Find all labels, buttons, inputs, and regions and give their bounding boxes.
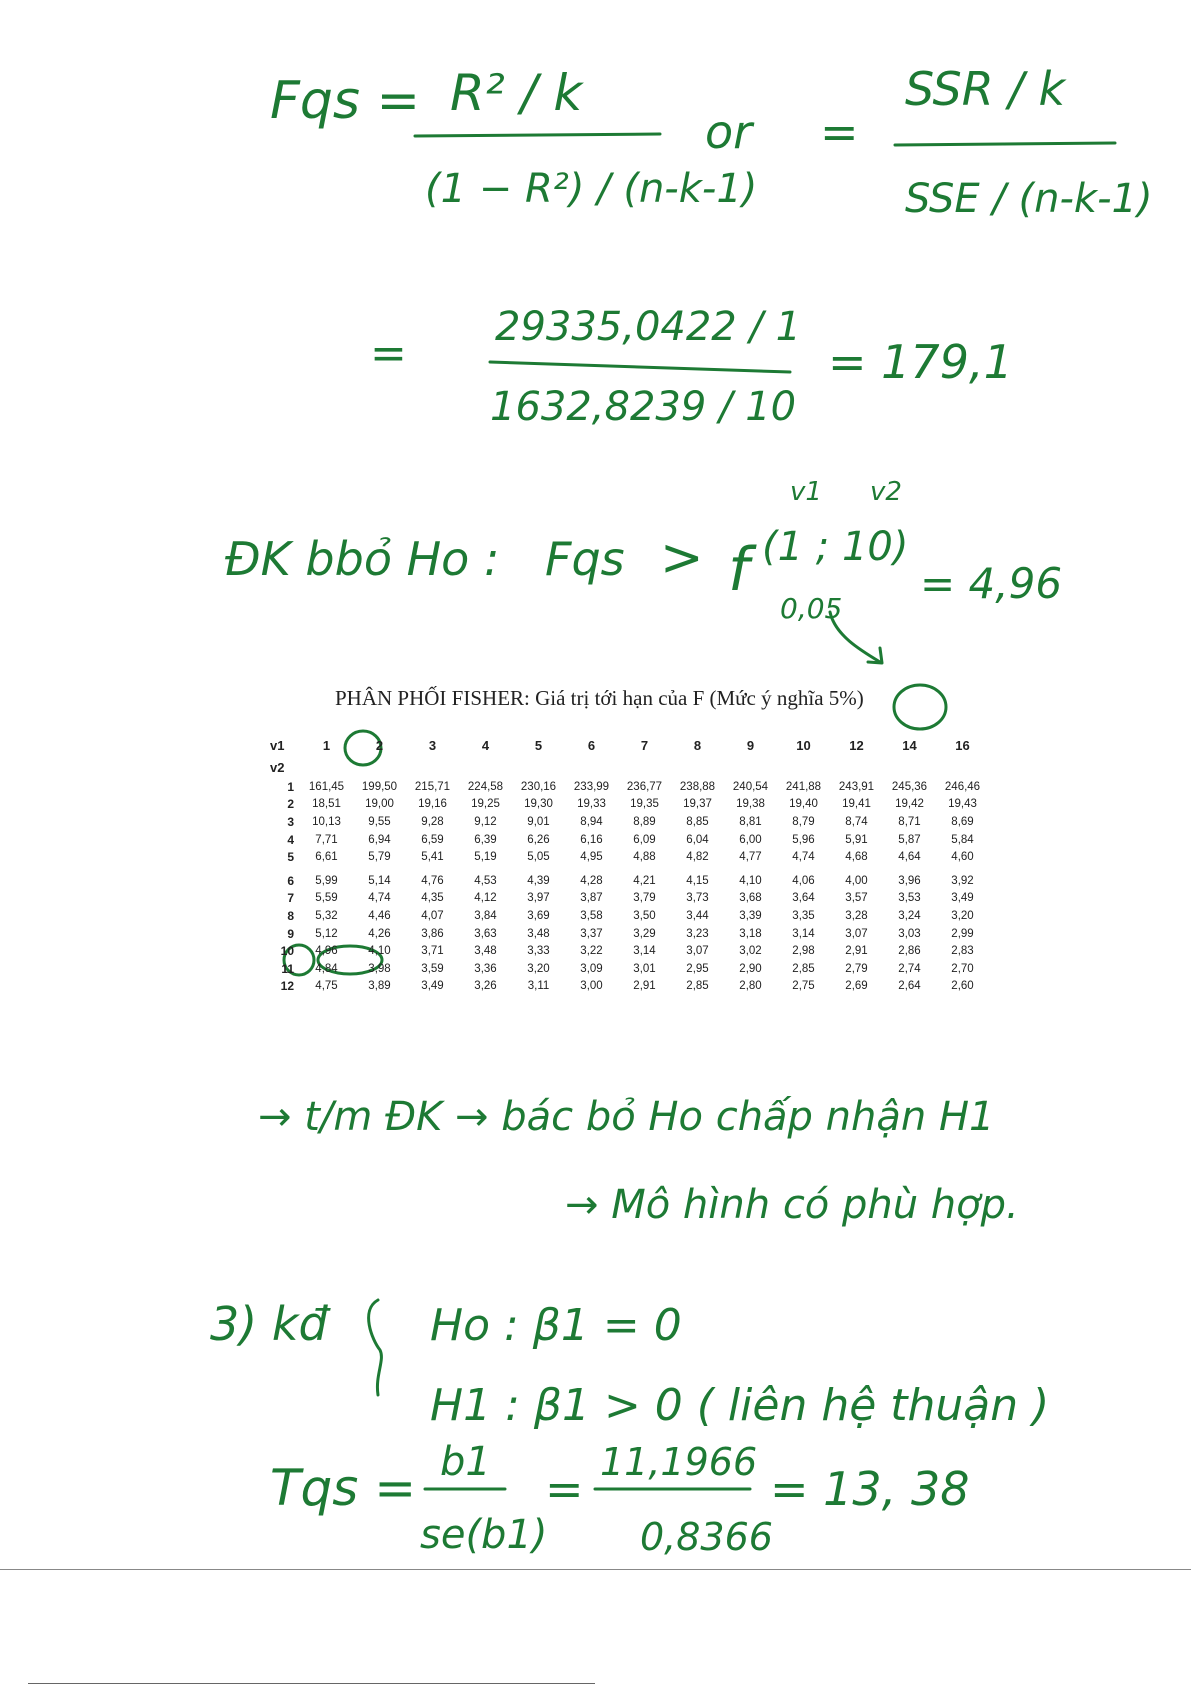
table-cell: 4,82 — [686, 851, 709, 864]
row-header: 12 — [280, 979, 294, 994]
table-cell: 6,16 — [580, 833, 603, 846]
table-cell: 2,99 — [951, 927, 974, 940]
table-cell: 3,71 — [421, 945, 444, 958]
table-cell: 245,36 — [891, 780, 928, 793]
table-cell: 3,22 — [580, 945, 603, 958]
table-row — [270, 813, 989, 831]
table-row — [270, 942, 989, 960]
table-cell: 2,95 — [686, 962, 709, 975]
calc-equals: = — [370, 328, 407, 379]
table-cell: 19,00 — [365, 798, 394, 811]
table-row — [270, 890, 989, 908]
column-header: 6 — [587, 737, 596, 753]
table-cell: 3,73 — [686, 892, 709, 905]
t-result: = 13, 38 — [770, 1462, 970, 1516]
f-numerator-2: SSR / k — [905, 62, 1066, 116]
column-header: 9 — [746, 737, 755, 753]
table-cell: 4,10 — [368, 945, 391, 958]
or-word: or — [705, 105, 753, 159]
column-header: 10 — [796, 737, 811, 753]
table-row — [270, 796, 989, 814]
table-cell: 3,03 — [898, 927, 921, 940]
table-cell: 9,01 — [527, 815, 550, 828]
dk-alpha: 0,05 — [780, 592, 843, 625]
row-header: 9 — [287, 926, 294, 941]
table-cell: 3,35 — [792, 909, 815, 922]
table-cell: 19,33 — [577, 798, 606, 811]
table-cell: 3,59 — [421, 962, 444, 975]
table-cell: 233,99 — [573, 780, 610, 793]
table-cell: 4,12 — [474, 892, 497, 905]
calc-result: = 179,1 — [828, 335, 1013, 389]
table-cell: 8,81 — [739, 815, 762, 828]
table-cell: 4,07 — [421, 909, 444, 922]
table-cell: 5,19 — [474, 851, 497, 864]
table-cell: 4,00 — [845, 874, 868, 887]
table-cell: 4,96 — [315, 945, 338, 958]
dk-f-symbol: f — [728, 535, 750, 605]
table-cell: 2,70 — [951, 962, 974, 975]
table-row — [270, 960, 989, 978]
fisher-table — [270, 734, 989, 995]
table-cell: 8,71 — [898, 815, 921, 828]
table-cell: 241,88 — [785, 780, 822, 793]
table-cell: 19,41 — [842, 798, 871, 811]
table-cell: 5,12 — [315, 927, 338, 940]
table-cell: 6,61 — [315, 851, 338, 864]
table-cell: 3,86 — [421, 927, 444, 940]
table-cell: 3,11 — [527, 980, 550, 993]
table-cell: 18,51 — [312, 798, 341, 811]
row-header: 1 — [287, 779, 294, 794]
table-cell: 3,58 — [580, 909, 603, 922]
table-cell: 4,15 — [686, 874, 709, 887]
table-cell: 2,91 — [633, 980, 656, 993]
table-cell: 3,57 — [845, 892, 868, 905]
table-cell: 2,90 — [739, 962, 762, 975]
t-lhs: Tqs = — [270, 1459, 417, 1517]
table-cell: 8,94 — [580, 815, 603, 828]
table-cell: 2,86 — [898, 945, 921, 958]
table-cell: 8,89 — [633, 815, 656, 828]
table-cell: 19,30 — [524, 798, 553, 811]
hypothesis-h1: H1 : β1 > 0 ( liên hệ thuận ) — [430, 1380, 1050, 1431]
step-3-label: 3) kđ — [210, 1297, 328, 1351]
v2-header: v2 — [270, 759, 285, 775]
calc-denominator: 1632,8239 / 10 — [490, 384, 797, 430]
table-subheader-row — [270, 756, 989, 778]
table-cell: 6,39 — [474, 833, 497, 846]
table-cell: 3,00 — [580, 980, 603, 993]
table-cell: 240,54 — [732, 780, 769, 793]
table-cell: 238,88 — [679, 780, 716, 793]
table-cell: 6,26 — [527, 833, 550, 846]
table-cell: 19,16 — [418, 798, 447, 811]
table-cell: 3,02 — [739, 945, 762, 958]
f-lhs: Fqs = — [270, 71, 421, 131]
table-cell: 4,77 — [739, 851, 762, 864]
dk-critical-value: = 4,96 — [920, 559, 1063, 608]
dk-greater-than: > — [660, 528, 704, 588]
table-cell: 5,91 — [845, 833, 868, 846]
table-cell: 4,76 — [421, 874, 444, 887]
table-cell: 2,85 — [686, 980, 709, 993]
column-header: 14 — [902, 737, 917, 753]
footnote-rule — [28, 1683, 595, 1684]
table-cell: 2,74 — [898, 962, 921, 975]
table-cell: 19,38 — [736, 798, 765, 811]
table-cell: 4,10 — [739, 874, 762, 887]
table-cell: 3,50 — [633, 909, 656, 922]
table-cell: 3,09 — [580, 962, 603, 975]
table-cell: 2,75 — [792, 980, 815, 993]
table-cell: 8,85 — [686, 815, 709, 828]
table-cell: 5,84 — [951, 833, 974, 846]
dk-v2-label: v2 — [870, 477, 902, 507]
table-cell: 5,41 — [421, 851, 444, 864]
table-cell: 246,46 — [944, 780, 981, 793]
table-cell: 4,46 — [368, 909, 391, 922]
fisher-table-title: PHÂN PHỐI FISHER: Giá trị tới hạn của F (Mức ý nghĩa 5%) — [335, 686, 864, 710]
hypothesis-h0: Ho : β1 = 0 — [430, 1300, 682, 1351]
table-cell: 2,64 — [898, 980, 921, 993]
column-header: 8 — [693, 737, 702, 753]
table-cell: 19,25 — [471, 798, 500, 811]
table-cell: 3,68 — [739, 892, 762, 905]
table-cell: 3,01 — [633, 962, 656, 975]
table-cell: 2,69 — [845, 980, 868, 993]
table-cell: 3,49 — [421, 980, 444, 993]
column-header: 5 — [534, 737, 543, 753]
table-cell: 3,98 — [368, 962, 391, 975]
table-cell: 4,35 — [421, 892, 444, 905]
f-denominator: (1 − R²) / (n-k-1) — [425, 166, 758, 212]
table-cell: 9,55 — [368, 815, 391, 828]
t-denominator: se(b1) — [420, 1512, 548, 1558]
column-header: 1 — [322, 737, 331, 753]
table-cell: 6,59 — [421, 833, 444, 846]
column-header: 16 — [955, 737, 970, 753]
table-cell: 4,84 — [315, 962, 338, 975]
dk-args: (1 ; 10) — [762, 524, 909, 570]
table-cell: 3,39 — [739, 909, 762, 922]
table-cell: 3,26 — [474, 980, 497, 993]
hypothesis-brace — [369, 1300, 382, 1395]
page-divider — [0, 1569, 1191, 1570]
fraction-bar-f2 — [895, 143, 1115, 145]
table-cell: 4,95 — [580, 851, 603, 864]
table-cell: 3,07 — [845, 927, 868, 940]
table-row — [270, 869, 989, 890]
table-cell: 4,74 — [368, 892, 391, 905]
table-cell: 3,92 — [951, 874, 974, 887]
table-cell: 2,60 — [951, 980, 974, 993]
f-numerator: R² / k — [450, 64, 583, 122]
column-header: 3 — [428, 737, 437, 753]
t-numerator: b1 — [440, 1439, 491, 1485]
t-equals: = — [545, 1462, 584, 1516]
table-cell: 6,00 — [739, 833, 762, 846]
table-cell: 224,58 — [467, 780, 504, 793]
table-cell: 3,87 — [580, 892, 603, 905]
column-header: 4 — [481, 737, 490, 753]
table-cell: 6,04 — [686, 833, 709, 846]
table-cell: 4,64 — [898, 851, 921, 864]
table-cell: 4,75 — [315, 980, 338, 993]
table-cell: 19,42 — [895, 798, 924, 811]
table-cell: 5,14 — [368, 874, 391, 887]
t-numerator-2: 11,1966 — [600, 1440, 758, 1484]
table-body — [270, 778, 989, 995]
row-header: 10 — [280, 944, 294, 959]
table-cell: 2,83 — [951, 945, 974, 958]
table-cell: 6,09 — [633, 833, 656, 846]
table-cell: 8,79 — [792, 815, 815, 828]
table-cell: 5,59 — [315, 892, 338, 905]
table-cell: 9,28 — [421, 815, 444, 828]
row-header: 11 — [281, 961, 294, 976]
fisher-table-image — [270, 686, 1010, 1020]
table-cell: 4,28 — [580, 874, 603, 887]
row-header: 3 — [287, 814, 294, 829]
column-header: 2 — [375, 737, 384, 753]
table-row — [270, 925, 989, 943]
calc-numerator: 29335,0422 / 1 — [495, 304, 802, 350]
conclusion-line-1: → t/m ĐK → bác bỏ Ho chấp nhận H1 — [258, 1094, 995, 1140]
table-row — [270, 831, 989, 849]
table-cell: 3,37 — [580, 927, 603, 940]
table-cell: 19,37 — [683, 798, 712, 811]
table-cell: 3,96 — [898, 874, 921, 887]
table-cell: 5,99 — [315, 874, 338, 887]
table-header-row — [270, 734, 989, 756]
f-equals: = — [820, 105, 859, 159]
table-cell: 3,48 — [527, 927, 550, 940]
table-cell: 4,74 — [792, 851, 815, 864]
f-denominator-2: SSE / (n-k-1) — [905, 176, 1153, 222]
table-cell: 5,79 — [368, 851, 391, 864]
table-cell: 3,24 — [898, 909, 921, 922]
table-cell: 3,29 — [633, 927, 656, 940]
table-cell: 4,26 — [368, 927, 391, 940]
table-cell: 230,16 — [520, 780, 557, 793]
table-cell: 3,97 — [527, 892, 550, 905]
table-cell: 3,53 — [898, 892, 921, 905]
table-cell: 3,64 — [792, 892, 815, 905]
table-cell: 4,53 — [474, 874, 497, 887]
table-cell: 4,88 — [633, 851, 656, 864]
dk-fqs: Fqs — [545, 532, 625, 586]
column-header: 12 — [849, 737, 864, 753]
table-cell: 199,50 — [361, 780, 398, 793]
column-header: 7 — [640, 737, 649, 753]
v1-header: v1 — [270, 737, 285, 753]
row-header: 6 — [287, 873, 294, 888]
fraction-bar-f1 — [415, 134, 660, 136]
table-cell: 2,80 — [739, 980, 762, 993]
conclusion-line-2: → Mô hình có phù hợp. — [565, 1182, 1019, 1228]
table-cell: 236,77 — [626, 780, 663, 793]
dk-label: ĐK bbỏ Ho : — [225, 532, 500, 586]
table-cell: 3,20 — [527, 962, 550, 975]
row-header: 2 — [287, 797, 294, 812]
table-cell: 3,23 — [686, 927, 709, 940]
row-header: 7 — [287, 891, 294, 906]
table-cell: 3,36 — [474, 962, 497, 975]
table-cell: 3,28 — [845, 909, 868, 922]
table-cell: 161,45 — [308, 780, 345, 793]
table-cell: 3,63 — [474, 927, 497, 940]
table-cell: 8,74 — [845, 815, 868, 828]
table-cell: 3,69 — [527, 909, 550, 922]
table-cell: 6,94 — [368, 833, 391, 846]
table-cell: 4,21 — [633, 874, 656, 887]
table-cell: 3,18 — [739, 927, 762, 940]
table-cell: 2,98 — [792, 945, 815, 958]
table-cell: 19,35 — [630, 798, 659, 811]
table-cell: 10,13 — [312, 815, 341, 828]
table-cell: 5,87 — [898, 833, 921, 846]
table-cell: 2,91 — [845, 945, 868, 958]
table-cell: 215,71 — [414, 780, 451, 793]
table-row — [270, 978, 989, 996]
table-cell: 19,43 — [948, 798, 977, 811]
table-cell: 4,39 — [527, 874, 550, 887]
table-cell: 3,49 — [951, 892, 974, 905]
table-cell: 2,79 — [845, 962, 868, 975]
table-cell: 3,14 — [633, 945, 656, 958]
table-cell: 8,69 — [951, 815, 974, 828]
row-header: 5 — [287, 850, 294, 865]
table-cell: 19,40 — [789, 798, 818, 811]
table-row — [270, 848, 989, 869]
table-cell: 5,05 — [527, 851, 550, 864]
t-denominator-2: 0,8366 — [640, 1515, 773, 1559]
table-cell: 3,33 — [527, 945, 550, 958]
table-cell: 3,84 — [474, 909, 497, 922]
table-cell: 3,79 — [633, 892, 656, 905]
table-cell: 7,71 — [315, 833, 338, 846]
table-row — [270, 907, 989, 925]
table-cell: 3,07 — [686, 945, 709, 958]
table-row — [270, 778, 989, 796]
table-cell: 3,14 — [792, 927, 815, 940]
table-cell: 243,91 — [838, 780, 875, 793]
table-cell: 5,32 — [315, 909, 338, 922]
table-cell: 2,85 — [792, 962, 815, 975]
table-cell: 3,48 — [474, 945, 497, 958]
row-header: 4 — [287, 832, 294, 847]
table-cell: 4,06 — [792, 874, 815, 887]
table-cell: 9,12 — [474, 815, 497, 828]
table-cell: 3,20 — [951, 909, 974, 922]
dk-v1-label: v1 — [790, 477, 822, 507]
table-cell: 4,60 — [951, 851, 974, 864]
table-cell: 3,44 — [686, 909, 709, 922]
table-cell: 4,68 — [845, 851, 868, 864]
row-header: 8 — [287, 908, 294, 923]
table-cell: 3,89 — [368, 980, 391, 993]
table-cell: 5,96 — [792, 833, 815, 846]
fraction-bar-calc — [490, 362, 790, 372]
